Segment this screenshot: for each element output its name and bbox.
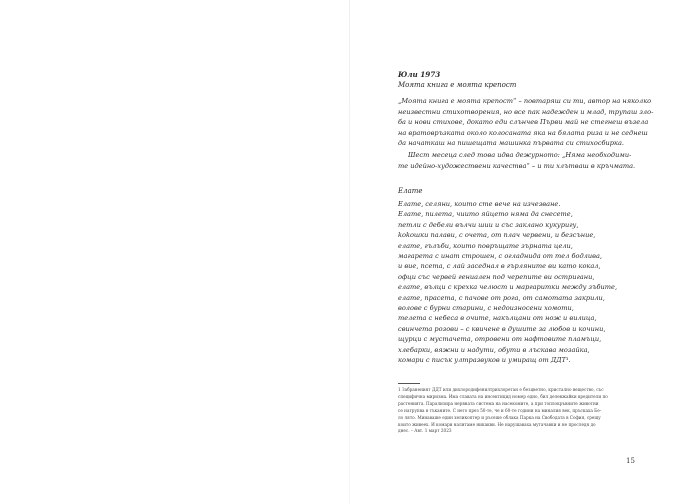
poem-title: Елате [398, 187, 423, 195]
footnote-line: ло лято. Минаваше един хеликоптер и ръсеше облака Парка на Свободата в София, срещу [398, 414, 601, 420]
poem-line: магарета с инат строшен, с огладнида от тел бодлива, [398, 252, 602, 261]
section-date-heading: Юли 1973 [398, 70, 441, 79]
paragraph-line: неизвестни стихотворения, но все пак надежден и млад, трупаш зло- [398, 107, 654, 116]
paragraph-line: на вратовръзката около колосаната яка на бялата риза и не седнеш [398, 128, 648, 137]
page-number: 15 [626, 457, 635, 465]
paragraph-line: Шест месеца след това идва дежурното: „Няма необходими- [408, 151, 632, 159]
footnote-divider [398, 383, 420, 384]
poem-line: щурци с мустачета, отровени от нафтовите пламъци, [398, 335, 602, 344]
section-subheading: Моята книга е моята крепост [398, 81, 517, 89]
right-page [398, 0, 654, 504]
poem-line: елате, вълци с крехка челюст и маргаритки между зъбите, [398, 283, 618, 292]
footnote-line: днес. – Авт. 1 март 2023 [398, 428, 452, 434]
footnote-line: растенията. Парализира нервната система на насекомите, а при топлокръвните животни [398, 400, 599, 406]
footnote-line: които живеех. И комари налитаме никакви. Не нарушаваха мутачавки и не проследя до [398, 421, 596, 427]
poem-line: хлебарки, вяжни и надути, обути в лъскава мозайка, [398, 345, 590, 354]
paragraph-2 [398, 150, 638, 171]
poem-line: телета с небеса в очите, накълцани от нож и вилица, [398, 314, 597, 323]
poem-line: Елате, селяни, които сте вече на изчезване. [398, 200, 561, 208]
poem-body [398, 199, 638, 366]
footnote-line: се натрупва в тъканите. С него през 50-те, че и 60-те години на миналия век, пръскаха Бе- [398, 407, 602, 413]
footnote [398, 387, 638, 435]
paragraph-line: ба и нови стихове, докато еди слънчев Първи май не стегнеш възела [398, 118, 649, 126]
poem-line: волове с бурни старини, с недоизносени хомоти, [398, 304, 574, 313]
footnote-line: 1 Забраненият ДДТ или дихлородифенилтрихлоретан е безцветно, кристално вещество, със [398, 387, 604, 392]
paragraph-line: те идейно-художествени качества“ – и ти хлътваш в кръчмата. [398, 161, 636, 170]
book-gutter [349, 0, 350, 504]
paragraph-1 [398, 96, 654, 149]
poem-line: елате, гълъби, които повръщате зърната цели, [398, 241, 573, 250]
poem-line: петли с дебели вълчи шии и със заклано кукуригу, [398, 220, 579, 229]
poem-line: комари с писък ултразвуков и умиращ от ДДТ¹. [398, 356, 571, 365]
poem-line: елате, прасета, с пачове от рога, от самотата закрили, [398, 293, 605, 302]
poem-line: свинчета розови – с квичене в душите за любов и кочини, [398, 324, 606, 333]
paragraph-line: да начаткаш на пишещата машинка първата си стихосбирка. [398, 139, 624, 147]
poem-line: офци със червей гениален под черепите ви остригани, [398, 272, 595, 281]
poem-line: Елате, пилета, чиито яйцето няма да снесете, [398, 210, 573, 219]
footnote-line: специфична миризма. Има славата на инсектицид номер едно, бил делевжайки вредители по [398, 393, 608, 399]
poem-line: и вие, псета, с лай заседнал в гърляните ви като кокал, [398, 262, 601, 271]
paragraph-line: „Моята книга е моята крепост“ – повтаряш си ти, автор на няколко [398, 97, 652, 105]
poem-line: kokошки палави, с очета, от плач червени, и безсъние, [398, 231, 596, 240]
